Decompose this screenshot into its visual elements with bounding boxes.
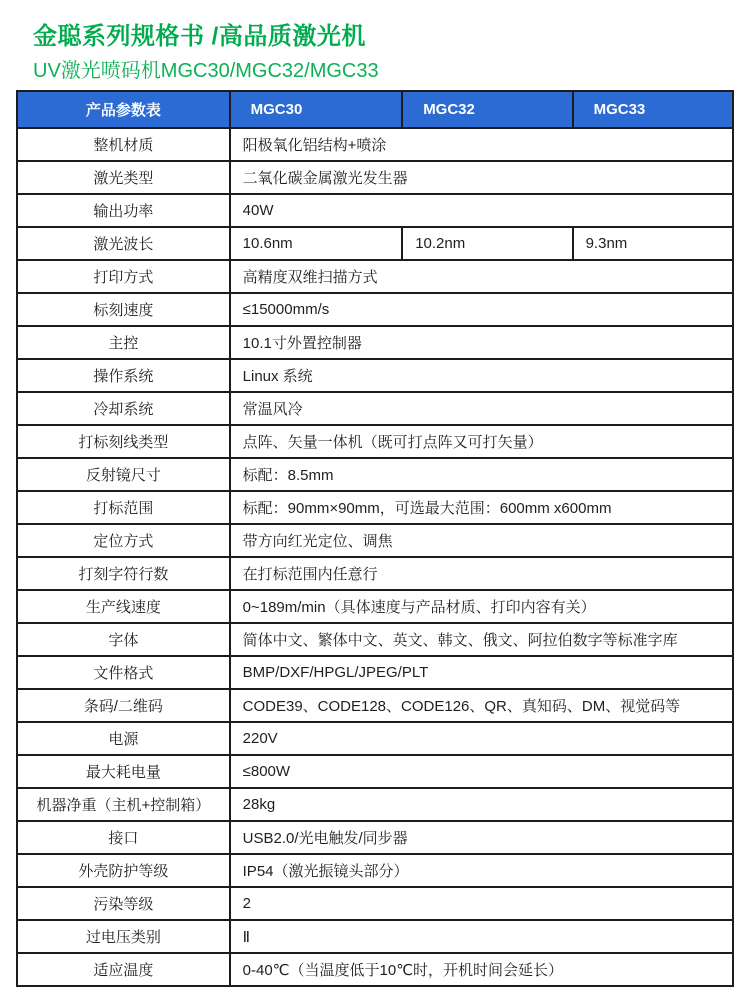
spec-value: 高精度双维扫描方式 xyxy=(230,260,733,293)
table-row-wavelength xyxy=(17,227,733,260)
spec-label: 激光波长 xyxy=(17,227,230,260)
table-row-ip-rating xyxy=(17,854,733,887)
spec-value-mgc33: 9.3nm xyxy=(573,227,733,260)
spec-label: 激光类型 xyxy=(17,161,230,194)
spec-label: 标刻速度 xyxy=(17,293,230,326)
spec-value: 10.1寸外置控制器 xyxy=(230,326,733,359)
model-header-mgc32: MGC32 xyxy=(402,91,572,128)
spec-label: 最大耗电量 xyxy=(17,755,230,788)
table-row-output-power xyxy=(17,194,733,227)
spec-value: ≤800W xyxy=(230,755,733,788)
spec-label: 主控 xyxy=(17,326,230,359)
table-row-pollution-degree xyxy=(17,887,733,920)
spec-value: 0~189m/min（具体速度与产品材质、打印内容有关） xyxy=(230,590,733,623)
table-row-file-formats xyxy=(17,656,733,689)
spec-value: 点阵、矢量一体机（既可打点阵又可打矢量） xyxy=(230,425,733,458)
spec-label: 输出功率 xyxy=(17,194,230,227)
param-table-header: 产品参数表 xyxy=(17,91,230,128)
table-row-fonts xyxy=(17,623,733,656)
page-subtitle: UV激光喷码机MGC30/MGC32/MGC33 xyxy=(33,60,379,82)
spec-label: 反射镜尺寸 xyxy=(17,458,230,491)
spec-label: 字体 xyxy=(17,623,230,656)
table-row-print-mode xyxy=(17,260,733,293)
table-row-barcodes xyxy=(17,689,733,722)
spec-value: 带方向红光定位、调焦 xyxy=(230,524,733,557)
spec-value: 阳极氧化铝结构+喷涂 xyxy=(230,128,733,161)
spec-label: 条码/二维码 xyxy=(17,689,230,722)
spec-label: 外壳防护等级 xyxy=(17,854,230,887)
model-header-mgc30: MGC30 xyxy=(230,91,403,128)
spec-value: ≤15000mm/s xyxy=(230,293,733,326)
spec-value: IP54（激光振镜头部分） xyxy=(230,854,733,887)
table-row-material xyxy=(17,128,733,161)
table-row-positioning xyxy=(17,524,733,557)
spec-label: 生产线速度 xyxy=(17,590,230,623)
table-row-operating-temperature xyxy=(17,953,733,986)
spec-label: 打刻字符行数 xyxy=(17,557,230,590)
spec-value-mgc30: 10.6nm xyxy=(230,227,403,260)
spec-value-mgc32: 10.2nm xyxy=(402,227,572,260)
table-row-net-weight xyxy=(17,788,733,821)
spec-value: USB2.0/光电触发/同步器 xyxy=(230,821,733,854)
spec-value: Linux 系统 xyxy=(230,359,733,392)
table-row-mirror-size xyxy=(17,458,733,491)
table-row-power-supply xyxy=(17,722,733,755)
table-row-max-consumption xyxy=(17,755,733,788)
spec-value: 28kg xyxy=(230,788,733,821)
spec-label: 打标范围 xyxy=(17,491,230,524)
spec-label: 操作系统 xyxy=(17,359,230,392)
table-row-marking-speed xyxy=(17,293,733,326)
spec-value: 标配：8.5mm xyxy=(230,458,733,491)
spec-label: 机器净重（主机+控制箱） xyxy=(17,788,230,821)
spec-value: 常温风冷 xyxy=(230,392,733,425)
spec-label: 冷却系统 xyxy=(17,392,230,425)
product-spec-table xyxy=(16,90,734,987)
table-row-line-type xyxy=(17,425,733,458)
table-row-cooling xyxy=(17,392,733,425)
table-row-marking-range xyxy=(17,491,733,524)
spec-value: Ⅱ xyxy=(230,920,733,953)
spec-label: 定位方式 xyxy=(17,524,230,557)
table-row-line-speed xyxy=(17,590,733,623)
spec-label: 适应温度 xyxy=(17,953,230,986)
table-header-row xyxy=(17,91,733,128)
table-row-laser-type xyxy=(17,161,733,194)
spec-label: 整机材质 xyxy=(17,128,230,161)
spec-value: 在打标范围内任意行 xyxy=(230,557,733,590)
page-title: 金聪系列规格书 /高品质激光机 xyxy=(33,23,366,50)
spec-value: 0-40℃（当温度低于10℃时，开机时间会延长） xyxy=(230,953,733,986)
spec-value: 二氧化碳金属激光发生器 xyxy=(230,161,733,194)
spec-label: 污染等级 xyxy=(17,887,230,920)
spec-value: 40W xyxy=(230,194,733,227)
table-row-char-lines xyxy=(17,557,733,590)
table-row-interface xyxy=(17,821,733,854)
spec-label: 打标刻线类型 xyxy=(17,425,230,458)
spec-value: 220V xyxy=(230,722,733,755)
table-row-controller xyxy=(17,326,733,359)
spec-value: CODE39、CODE128、CODE126、QR、真知码、DM、视觉码等 xyxy=(230,689,733,722)
spec-label: 文件格式 xyxy=(17,656,230,689)
spec-value: 2 xyxy=(230,887,733,920)
spec-label: 打印方式 xyxy=(17,260,230,293)
spec-value: 简体中文、繁体中文、英文、韩文、俄文、阿拉伯数字等标准字库 xyxy=(230,623,733,656)
spec-label: 接口 xyxy=(17,821,230,854)
spec-label: 电源 xyxy=(17,722,230,755)
spec-label: 过电压类别 xyxy=(17,920,230,953)
table-row-overvoltage-category xyxy=(17,920,733,953)
model-header-mgc33: MGC33 xyxy=(573,91,733,128)
spec-value: BMP/DXF/HPGL/JPEG/PLT xyxy=(230,656,733,689)
spec-value: 标配：90mm×90mm，可选最大范围：600mm x600mm xyxy=(230,491,733,524)
table-row-os xyxy=(17,359,733,392)
